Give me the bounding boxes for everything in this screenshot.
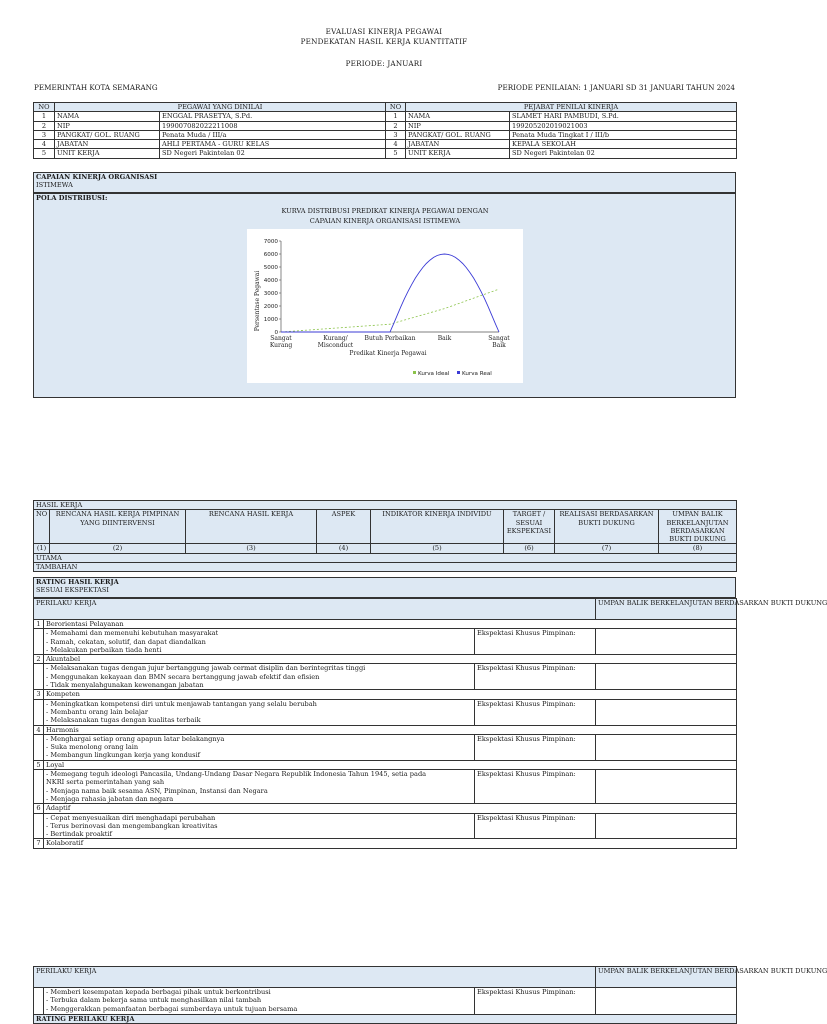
work-result-table [33, 500, 737, 572]
x-tick-label: Baik [437, 335, 452, 342]
chart-heading-line-2: CAPAIAN KINERJA ORGANISASI ISTIMEWA [309, 217, 461, 225]
behavior-rating-title: RATING PERILAKU KERJA [34, 1015, 737, 1024]
col-header: RENCANA HASIL KERJA [186, 510, 317, 544]
col-number: (3) [186, 544, 317, 553]
behavior-category-row [34, 804, 737, 813]
chart-axes [264, 239, 511, 349]
feedback-cell [596, 734, 737, 760]
behavior-detail-row [34, 813, 737, 839]
behavior-category-row [34, 620, 737, 629]
behavior-descriptors [44, 629, 475, 655]
assessed-employee-heading: PEGAWAI YANG DINILAI [55, 103, 386, 112]
behavior-line: - Melakukan perbaikan tiada henti [46, 645, 162, 654]
row-no [34, 734, 44, 760]
main-section-label: UTAMA [34, 553, 737, 562]
leader-expectation-label: Ekspektasi Khusus Pimpinan: [475, 664, 596, 690]
behavior-line: - Menggerakkan pemanfaatan berbagai sumberdaya untuk tujuan bersama [46, 1004, 298, 1013]
feedback-cell [596, 770, 737, 804]
row-no [34, 813, 44, 839]
x-axis-label: Predikat Kinerja Pegawai [349, 350, 427, 357]
col-header: ASPEK [317, 510, 371, 544]
row-label: UNIT KERJA [55, 149, 160, 158]
behavior-category: Loyal [44, 760, 737, 769]
row-no: 2 [34, 655, 44, 664]
legend-swatch [413, 371, 416, 374]
feedback-cell [596, 699, 737, 725]
chart-legend [413, 371, 492, 377]
behavior-descriptors [44, 699, 475, 725]
behavior-line: - Ramah, cekatan, solutif, dan dapat diandalkan [46, 637, 206, 646]
series-line [281, 289, 499, 332]
feedback-heading: UMPAN BALIK BERKELANJUTAN BERDASARKAN BUKTI DUKUNG [596, 967, 737, 988]
behavior-line: - Cepat menyesuaikan diri menghadapi perubahan [46, 813, 216, 822]
behavior-detail-row [34, 734, 737, 760]
identity-table [33, 102, 737, 159]
chart-heading-line-1: KURVA DISTRIBUSI PREDIKAT KINERJA PEGAWAI DENGAN [281, 207, 489, 215]
row-no [34, 770, 44, 804]
y-tick-label: 2000 [263, 304, 278, 310]
behavior-descriptors [44, 988, 475, 1015]
org-achievement-box [33, 172, 736, 193]
leader-expectation-label: Ekspektasi Khusus Pimpinan: [475, 734, 596, 760]
table-row [34, 140, 737, 149]
behavior-category-row [34, 690, 737, 699]
employee-value: SD Negeri Pakintelan 02 [160, 149, 386, 158]
col-number: (4) [317, 544, 371, 553]
behavior-line: - Menjaga rahasia jabatan dan negara [46, 794, 174, 803]
col-no: NO [386, 103, 406, 112]
behavior-line: - Memberi kesempatan kepada berbagai pihak untuk berkontribusi [46, 988, 271, 996]
assessor-value: SLAMET HARI PAMBUDI, S.Pd. [510, 112, 737, 121]
row-label: NIP [55, 121, 160, 130]
behavior-category: Kompeten [44, 690, 737, 699]
row-no [34, 664, 44, 690]
col-header: UMPAN BALIK BERKELANJUTAN BERDASARKAN BUKTI DUKUNG [659, 510, 737, 544]
additional-section-label: TAMBAHAN [34, 563, 737, 572]
employee-value: AHLI PERTAMA - GURU KELAS [160, 140, 386, 149]
behavior-descriptors [44, 770, 475, 804]
leader-expectation-label: Ekspektasi Khusus Pimpinan: [475, 629, 596, 655]
row-no: 4 [386, 140, 406, 149]
feedback-cell [596, 988, 737, 1015]
doc-title-2: PENDEKATAN HASIL KERJA KUANTITATIF [300, 37, 468, 46]
behavior-category: Adaptif [44, 804, 737, 813]
x-tick-label: Kurang [269, 342, 293, 349]
row-no: 1 [34, 620, 44, 629]
y-tick-label: 1000 [263, 317, 278, 323]
col-header: RENCANA HASIL KERJA PIMPINAN YANG DIINTERVENSI [50, 510, 186, 544]
period-label: PERIODE: JANUARI [345, 59, 423, 68]
work-rating-value: SESUAI EKSPEKTASI [36, 586, 110, 595]
row-no: 5 [386, 149, 406, 158]
row-label: JABATAN [55, 140, 160, 149]
behavior-line: - Menjaga nama baik sesama ASN, Pimpinan, Instansi dan Negara [46, 786, 268, 795]
chart-heading [200, 206, 570, 226]
org-achievement-value: ISTIMEWA [36, 181, 73, 190]
row-label: NAMA [55, 112, 160, 121]
row-label: JABATAN [406, 140, 510, 149]
row-no: 6 [34, 804, 44, 813]
y-tick-label: 6000 [263, 252, 278, 258]
behavior-detail-row [34, 770, 737, 804]
org-achievement-title: CAPAIAN KINERJA ORGANISASI [36, 173, 158, 181]
table-row [34, 112, 737, 121]
y-tick-label: 4000 [263, 278, 278, 284]
row-label: PANGKAT/ GOL. RUANG [406, 130, 510, 139]
behavior-category: Harmonis [44, 725, 737, 734]
work-rating-box [33, 577, 736, 598]
behavior-category: Berorientasi Pelayanan [44, 620, 737, 629]
row-no [34, 699, 44, 725]
behavior-detail-row [34, 629, 737, 655]
behavior-title: PERILAKU KERJA [34, 967, 596, 988]
row-no: 4 [34, 725, 44, 734]
government-label: PEMERINTAH KOTA SEMARANG [34, 83, 158, 92]
row-no: 7 [34, 839, 44, 848]
row-no [34, 629, 44, 655]
row-no: 3 [34, 690, 44, 699]
behavior-line: - Melaksanakan tugas dengan jujur bertanggung jawab cermat disiplin dan berintegritas tinggi [46, 664, 366, 673]
y-tick-label: 0 [274, 330, 278, 336]
behavior-line: - Memegang teguh ideologi Pancasila, Undang-Undang Dasar Negara Republik Indonesia Tahun 1945, setia pada [46, 770, 427, 779]
distribution-label: POLA DISTRIBUSI: [36, 194, 108, 202]
row-no: 2 [34, 121, 55, 130]
legend-label: Kurva Ideal [418, 371, 450, 377]
behavior-descriptors [44, 813, 475, 839]
col-no: NO [34, 103, 55, 112]
col-number: (1) [34, 544, 50, 553]
behavior-category-row [34, 725, 737, 734]
assessor-heading: PEJABAT PENILAI KINERJA [406, 103, 737, 112]
col-header: INDIKATOR KINERJA INDIVIDU [371, 510, 504, 544]
behavior-table [33, 598, 827, 849]
feedback-cell [596, 813, 737, 839]
series-line [281, 254, 499, 332]
row-no: 3 [34, 130, 55, 139]
leader-expectation-label: Ekspektasi Khusus Pimpinan: [475, 988, 596, 1015]
col-number: (8) [659, 544, 737, 553]
row-no [34, 988, 44, 1015]
row-label: NIP [406, 121, 510, 130]
y-tick-label: 7000 [263, 239, 278, 245]
assessor-value: SD Negeri Pakintelan 02 [510, 149, 737, 158]
row-label: UNIT KERJA [406, 149, 510, 158]
legend-swatch [457, 371, 460, 374]
behavior-line: - Menghargai setiap orang apapun latar belakangnya [46, 734, 225, 743]
x-tick-label: Sangat [488, 335, 510, 342]
col-header: NO [34, 510, 50, 544]
row-no: 1 [34, 112, 55, 121]
behavior-line: - Meningkatkan kompetensi diri untuk menjawab tantangan yang selalu berubah [46, 699, 317, 708]
leader-expectation-label: Ekspektasi Khusus Pimpinan: [475, 770, 596, 804]
col-number: (2) [50, 544, 186, 553]
employee-value: Penata Muda / III/a [160, 130, 386, 139]
chart-series [281, 254, 499, 332]
behavior-line: NKRI serta pemerintahan yang sah [46, 778, 165, 787]
distribution-chart [247, 229, 523, 383]
work-result-title: HASIL KERJA [34, 501, 737, 510]
row-no: 4 [34, 140, 55, 149]
work-rating-title: RATING HASIL KERJA [36, 578, 119, 586]
table-row [34, 130, 737, 139]
behavior-descriptors [44, 664, 475, 690]
behavior-line: - Menggunakan kekayaan dan BMN secara bertanggung jawab efektif dan efisien [46, 672, 320, 681]
behavior-line: - Bertindak proaktif [46, 830, 112, 839]
row-no: 5 [34, 149, 55, 158]
leader-expectation-label: Ekspektasi Khusus Pimpinan: [475, 813, 596, 839]
behavior-line: - Memahami dan memenuhi kebutuhan masyarakat [46, 629, 219, 638]
col-number: (5) [371, 544, 504, 553]
behavior-detail-row [34, 699, 737, 725]
behavior-detail-row [34, 664, 737, 690]
row-no: 3 [386, 130, 406, 139]
behavior-category: Kolaboratif [44, 839, 737, 848]
behavior-category-row [34, 760, 737, 769]
y-axis-label: Persentase Pegawai [254, 270, 261, 332]
behavior-line: - Terus berinovasi dan mengembangkan kreativitas [46, 821, 218, 830]
feedback-cell [596, 629, 737, 655]
row-label: PANGKAT/ GOL. RUANG [55, 130, 160, 139]
employee-value: ENGGAL PRASETYA, S.Pd. [160, 112, 386, 121]
table-row [34, 121, 737, 130]
col-number: (7) [555, 544, 659, 553]
assessment-period: PERIODE PENILAIAN: 1 JANUARI SD 31 JANUARI TAHUN 2024 [497, 83, 735, 92]
y-tick-label: 3000 [263, 291, 278, 297]
employee-value: 199007082022211008 [160, 121, 386, 130]
feedback-heading: UMPAN BALIK BERKELANJUTAN BERDASARKAN BUKTI DUKUNG [596, 599, 737, 620]
row-no: 2 [386, 121, 406, 130]
behavior-line: - Membangun lingkungan kerja yang kondusif [46, 751, 201, 760]
behavior-line: - Terbuka dalam bekerja sama untuk menghasilkan nilai tambah [46, 996, 262, 1005]
x-tick-label: Baik [492, 342, 506, 349]
x-tick-label: Misconduct [317, 342, 354, 349]
assessor-value: KEPALA SEKOLAH [510, 140, 737, 149]
behavior-category: Akuntabel [44, 655, 737, 664]
x-tick-label: Butuh Perbaikan [364, 335, 416, 342]
behavior-line: - Suka menolong orang lain [46, 743, 139, 752]
assessor-value: Penata Muda Tingkat I / III/b [510, 130, 737, 139]
y-tick-label: 5000 [263, 265, 278, 271]
x-tick-label: Sangat [270, 335, 292, 342]
col-header: REALISASI BERDASARKAN BUKTI DUKUNG [555, 510, 659, 544]
behavior-table-continued [33, 966, 827, 1024]
row-no: 5 [34, 760, 44, 769]
col-number: (6) [504, 544, 555, 553]
assessor-value: 199205202019021003 [510, 121, 737, 130]
x-tick-label: Kurang/ [323, 335, 348, 342]
behavior-line: - Membantu orang lain belajar [46, 707, 149, 716]
behavior-line: - Tidak menyalahgunakan kewenangan jabatan [46, 681, 204, 690]
row-no: 1 [386, 112, 406, 121]
table-row [34, 149, 737, 158]
col-header: TARGET / SESUAI EKSPEKTASI [504, 510, 555, 544]
row-label: NAMA [406, 112, 510, 121]
doc-title-1: EVALUASI KINERJA PEGAWAI [325, 27, 443, 36]
behavior-line: - Melaksanakan tugas dengan kualitas terbaik [46, 716, 201, 725]
behavior-descriptors [44, 734, 475, 760]
legend-label: Kurva Real [462, 371, 492, 377]
behavior-title: PERILAKU KERJA [34, 599, 596, 620]
feedback-cell [596, 664, 737, 690]
behavior-category-row [34, 839, 737, 848]
leader-expectation-label: Ekspektasi Khusus Pimpinan: [475, 699, 596, 725]
behavior-category-row [34, 655, 737, 664]
